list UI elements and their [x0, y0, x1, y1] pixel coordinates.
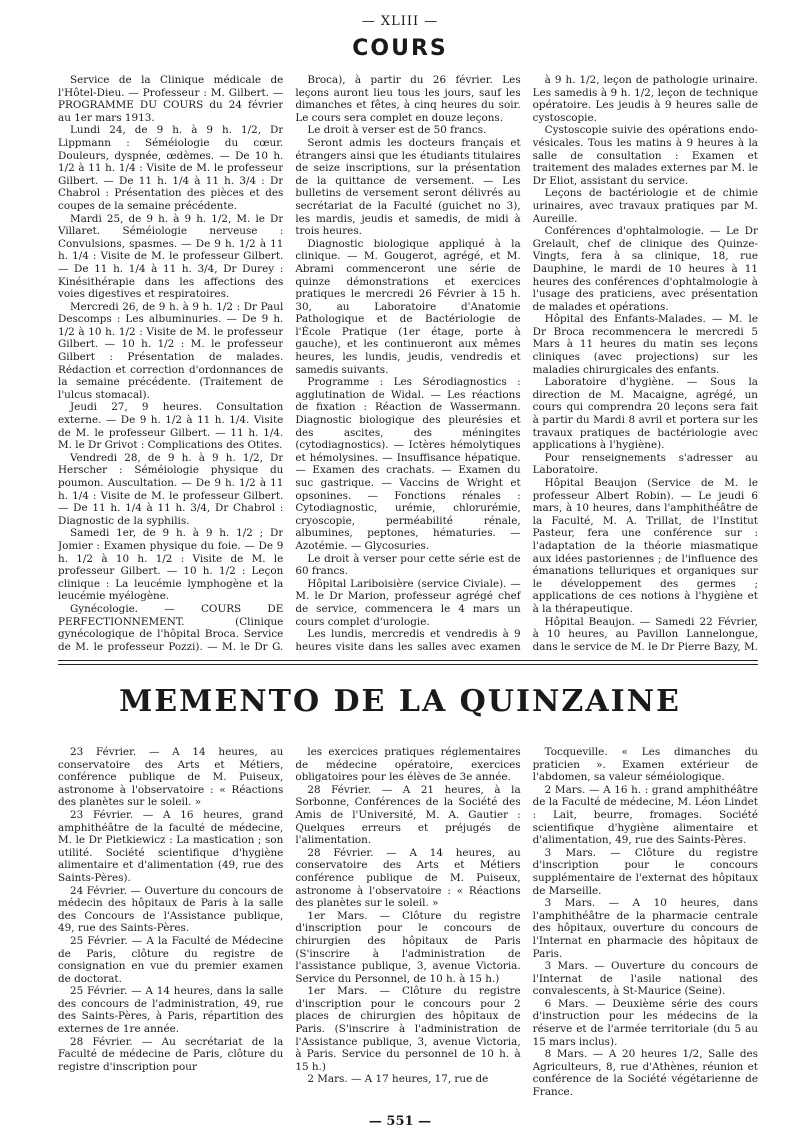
paragraph: Mardi 25, de 9 h. à 9 h. 1/2, M. le Dr Villaret. Séméiologie nerveuse : Convulsions, spasmes. — De 9 h. 1/2 à 11 h. 1/4 : Visite de M. le professeur Gilbert. — De 11 h. 1/4 à 11 h. 3/4, Dr Durey : Kinésithérapie dans les affections des voies digestives et respiratoires. — [58, 212, 284, 301]
paragraph: Samedi 1er, de 9 h. à 9 h. 1/2 ; Dr Jomier : Examen physique du foie. — De 9 h. 1/2 à 10 h. 1/2 : Visite de M. le professeur Gilbert. — 10 h. 1/2 : Leçon clinique : La leucémie lymphogène et la leucémie myélogène. — [58, 527, 284, 603]
paragraph: Seront admis les docteurs français et étrangers ainsi que les étudiants titulaires de seize inscriptions, sur la présentation de la quittance de versement. — Les bulletins de versement seront délivrés au secrétariat de la Faculté (guichet no 3), les mardis, jeudis et samedis, de midi à trois heures. — [295, 136, 521, 238]
running-head: — XLIII — — [361, 14, 439, 29]
entry: 6 Mars. — Deuxième série des cours d'instruction pour les médecins de la réserve et de l'armée territoriale (du 5 au 15 mars inclus). — [532, 997, 758, 1048]
cours-column-2 — [295, 74, 520, 652]
paragraph: Gynécologie. — COURS DE PERFECTIONNEMENT. (Clinique gynécologique de l'hôpital Broca. Service de M. le professeur Pozzi). — M. le Dr G. — [58, 602, 284, 652]
paragraph: Conférences d'ophtalmologie. — Le Dr Grelault, chef de clinique des Quinze-Vingts, fera à sa clinique, 18, rue Dauphine, le mardi de 10 heures à 11 heures des conférences d'ophtalmologie à l'usage des praticiens, avec présentation de malades et opérations. — [532, 225, 758, 313]
entry: Tocqueville. « Les dimanches du praticien ». Examen extérieur de l'abdomen, sa valeur séméiologique. — [532, 746, 758, 784]
entry: 28 Février. — A 14 heures, au conservatoire des Arts et Métiers conférence publique de M. Puiseux, astronome à l'observatoire : « Réactions des planètes sur le soleil. » — [295, 846, 521, 910]
entry: 23 Février. — A 16 heures, grand amphithéâtre de la faculté de médecine, M. le Dr Pietkiewicz : La mastication ; son utilité. Société scientifique d'hygiène alimentaire et d'alimentation (49, rue des Saints-Pères). — [58, 808, 284, 884]
section-divider — [58, 660, 758, 661]
paragraph: Jeudi 27, 9 heures. Consultation externe. — De 9 h. 1/2 à 11 h. 1/4. Visite de M. le professeur Gilbert. — 11 h. 1/4. M. le Dr Grivot : Complications des Otites. — [58, 401, 284, 452]
paragraph: Hôpital Lariboisière (service Civiale). — M. le Dr Marion, professeur agrégé chef de service, commencera le 4 mars un cours complet d'urologie. — [295, 577, 521, 628]
entry: 3 Mars. — Ouverture du concours de l'Internat de l'asile national des convalescents, à St-Maurice (Seine). — [532, 960, 758, 998]
memento-column-3 — [533, 746, 758, 1106]
paragraph: Lundi 24, de 9 h. à 9 h. 1/2, Dr Lippmann : Séméiologie du cœur. Douleurs, dyspnée, œdèmes. — De 10 h. 1/2 à 11 h. 1/4 : Visite de M. le professeur Gilbert. — De 11 h. 1/4 à 11 h. 3/4 : Dr Chabrol : Présentation des pièces et des coupes de la semaine précédente. — [58, 124, 284, 212]
entry: 28 Février. — A 21 heures, à la Sorbonne, Conférences de la Société des Amis de l'Université, M. A. Gautier : Quelques erreurs et préjugés de l'alimentation. — [295, 783, 521, 847]
entry: 25 Février. — A la Faculté de Médecine de Paris, clôture du registre de consignation en vue du premier examen de doctorat. — [58, 934, 284, 985]
paragraph: Broca), à partir du 26 février. Les leçons auront lieu tous les jours, sauf les dimanches et fêtes, à cinq heures du soir. Le cours sera complet en douze leçons. — [295, 74, 521, 124]
entry: 3 Mars. — Clôture du registre d'inscription pour le concours supplémentaire de l'externat des hôpitaux de Marseille. — [532, 846, 758, 897]
cours-column-1 — [58, 74, 283, 652]
paragraph: Cystoscopie suivie des opérations endo-vésicales. Tous les matins à 9 heures à la salle de consultation : Examen et traitement des malades externes par M. le Dr Eliot, assistant du service. — [532, 124, 758, 187]
memento-column-2 — [295, 746, 520, 1106]
paragraph: Hôpital Beaujon. — Samedi 22 Février, à 10 heures, au Pavillon Lannelongue, dans le service de M. le Dr Pierre Bazy, M. — [532, 615, 758, 652]
entry: 2 Mars. — A 17 heures, 17, rue de — [307, 1073, 489, 1086]
entry: 1er Mars. — Clôture du registre d'inscription pour le concours de chirurgien des hôpitaux de Paris (S'inscrire à l'administration de l'assistance publique, 3, avenue Victoria. Service du Personnel, de 10 h. à 15 h.) — [295, 909, 521, 985]
entry: 2 Mars. — A 16 h. : grand amphithéâtre de la Faculté de médecine, M. Léon Lindet : Lait, beurre, fromages. Société scientifique d'hygiène alimentaire et d'alimentation, 49, rue des Saints-Pères. — [532, 783, 758, 847]
entry: 3 Mars. — A 10 heures, dans l'amphithéâtre de la pharmacie centrale des hôpitaux, ouverture du concours de l'Internat en pharmacie des hôpitaux de Paris. — [532, 897, 758, 960]
paragraph: Leçons de bactériologie et de chimie urinaires, avec travaux pratiques par M. Aureille. — [532, 187, 758, 225]
entry: 1er Mars. — Clôture du registre d'inscription pour le concours pour 2 places de chirurgien des hôpitaux de Paris. (S'inscrire à l'administration de l'Assistance publique, 3, avenue Victoria, à Paris. Service du personnel de 10 h. à 15 h.) — [295, 985, 521, 1073]
paragraph: Le droit à verser est de 50 francs. — [307, 124, 487, 137]
page-number: — 551 — — [368, 1114, 432, 1129]
memento-columns — [58, 746, 758, 1106]
section-divider-thin — [58, 664, 758, 665]
cours-columns — [58, 74, 758, 652]
paragraph: Hôpital des Enfants-Malades. — M. le Dr Broca recommencera le mercredi 5 Mars à 11 heures du matin ses leçons cliniques (avec projections) sur les maladies chirurgicales des enfants. — [532, 313, 758, 376]
section-title-memento: MEMENTO DE LA QUINZAINE — [119, 684, 681, 719]
entry: 25 Février. — A 14 heures, dans la salle des concours de l'administration, 49, rue des Saints-Pères, à Paris, répartition des externes de 1re année. — [58, 985, 284, 1036]
section-title-cours: COURS — [352, 36, 448, 61]
entry: 8 Mars. — A 20 heures 1/2, Salle des Agriculteurs, 8, rue d'Athènes, réunion et conférence de la Société végétarienne de France. — [532, 1048, 758, 1099]
paragraph: Hôpital Beaujon (Service de M. le professeur Albert Robin). — Le jeudi 6 mars, à 10 heures, dans l'amphithéâtre de la Faculté, M. A. Trillat, de l'Institut Pasteur, fera une conférence sur : l'adaptation de la théorie miasmatique aux idées pastoriennes ; de l'influence des émanations telluriques et organiques sur le développement des germes ; applications de ces notions à l'hygiène et à la thérapeutique. — [532, 477, 758, 615]
paragraph: Pour renseignements s'adresser au Laboratoire. — [532, 451, 758, 477]
paragraph: Le droit à verser pour cette série est de 60 francs. — [295, 552, 521, 578]
paragraph: Programme : Les Sérodiagnostics : agglutination de Widal. — Les réactions de fixation : Réaction de Wassermann. Diagnostic biologique des pleurésies et des ascites, des méningites (cytodiagnostics). — Ictères hémolytiques et hémolysines. — Insuffisance hépatique. — Examen des crachats. — Examen du suc gastrique. — Vaccins de Wright et opsonines. — Fonctions rénales : Cytodiagnostic, urémie, chlorurémie, cryoscopie, perméabilité rénale, albumines, peptones, hématuries. — Azotémie. — Glycosuries. — [295, 376, 521, 552]
cours-column-3 — [533, 74, 758, 652]
paragraph: Mercredi 26, de 9 h. à 9 h. 1/2 : Dr Paul Descomps : Les albuminuries. — De 9 h. 1/2 à 10 h. 1/2 : Visite de M. le professeur Gilbert. — 10 h. 1/2 : M. le professeur Gilbert : Présentation de malades. Rédaction et correction d'ordonnances de la semaine précédente. (Traitement de l'ulcus stomacal). — [58, 300, 284, 401]
paragraph: Laboratoire d'hygiène. — Sous la direction de M. Macaigne, agrégé, un cours qui comprendra 20 leçons sera fait à partir du Mardi 8 avril et portera sur les travaux pratiques de bactériologie avec applications à l'hygiène). — [532, 376, 758, 452]
paragraph: Service de la Clinique médicale de l'Hôtel-Dieu. — Professeur : M. Gilbert. — PROGRAMME DU COURS du 24 février au 1er mars 1913. — [58, 74, 284, 124]
memento-column-1 — [58, 746, 283, 1106]
entry: 28 Février. — Au secrétariat de la Faculté de médecine de Paris, clôture du registre d'inscription pour — [58, 1035, 284, 1073]
paragraph: Vendredi 28, de 9 h. à 9 h. 1/2, Dr Herscher : Séméiologie physique du poumon. Auscultation. — De 9 h. 1/2 à 11 h. 1/4 : Visite de M. le professeur Gilbert. — De 11 h. 1/4 à 11 h. 3/4, Dr Chabrol : Diagnostic de la syphilis. — [58, 451, 284, 527]
entry: 24 Février. — Ouverture du concours de médecin des hôpitaux de Paris à la salle des Concours de l'Assistance publique, 49, rue des Saints-Pères. — [58, 884, 284, 935]
entry: les exercices pratiques réglementaires de médecine opératoire, exercices obligatoires pour les élèves de 3e année. — [295, 746, 521, 784]
paragraph: Les lundis, mercredis et vendredis à 9 heures visite dans les salles avec examen — [295, 628, 521, 652]
paragraph: à 9 h. 1/2, leçon de pathologie urinaire. Les samedis à 9 h. 1/2, leçon de technique opératoire. Les jeudis à 9 heures salle de cystoscopie. — [532, 74, 758, 124]
paragraph: Diagnostic biologique appliqué à la clinique. — M. Gougerot, agrégé, et M. Abrami commenceront une série de quinze démonstrations et exercices pratiques le mercredi 26 Février à 15 h. 30, au Laboratoire d'Anatomie Pathologique et de Bactériologie de l'École Pratique (1er étage, porte à gauche), et les continueront aux mêmes heures, les lundis, jeudis, vendredis et samedis suivants. — [295, 237, 521, 376]
entry: 23 Février. — A 14 heures, au conservatoire des Arts et Métiers, conférence publique de M. Puiseux, astronome à l'observatoire : « Réactions des planètes sur le soleil. » — [58, 746, 284, 809]
